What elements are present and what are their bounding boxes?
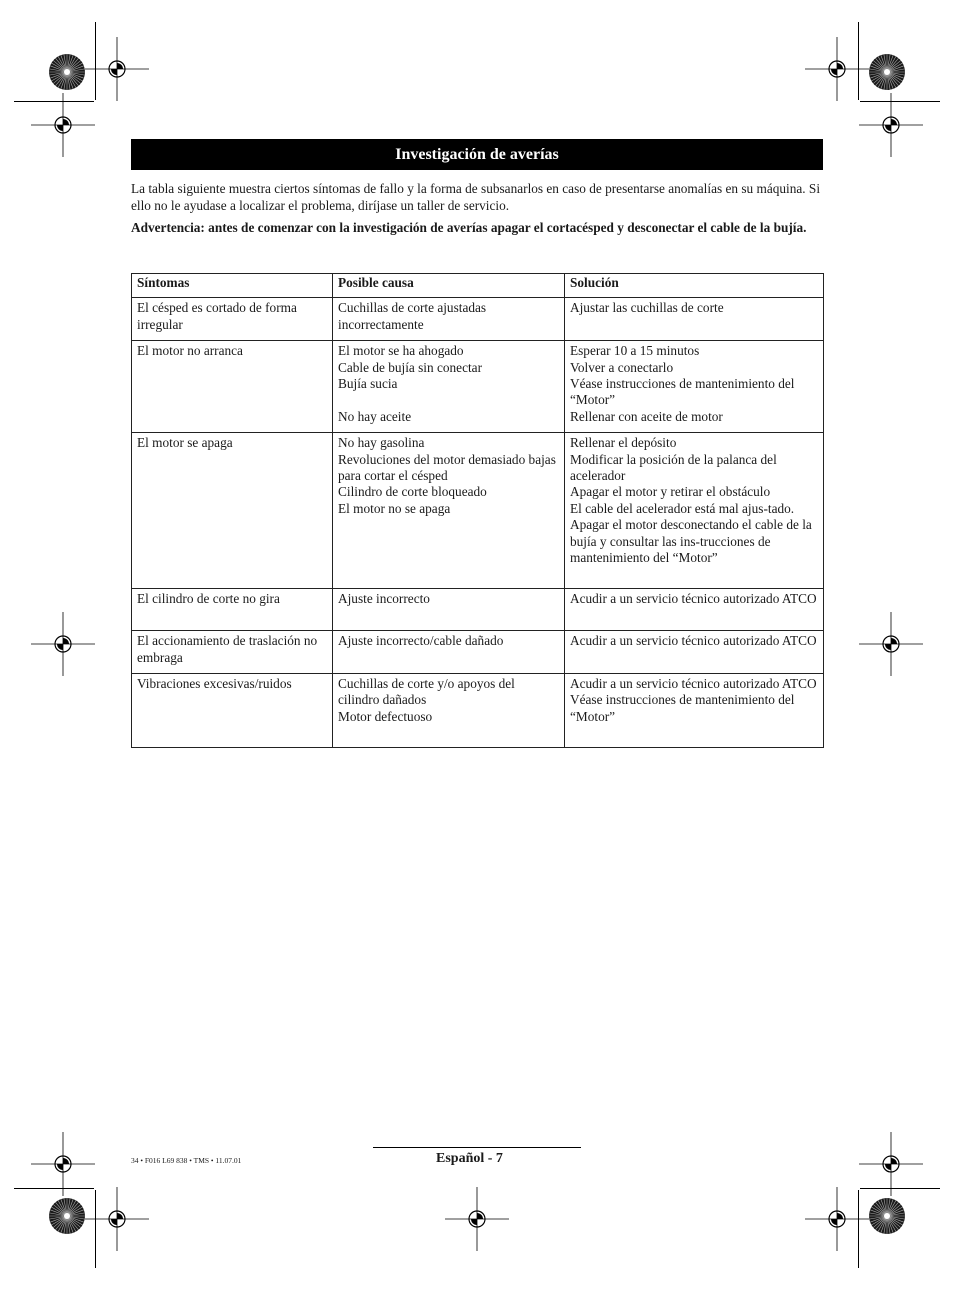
cell-text: El cilindro de corte no gira	[137, 591, 280, 607]
cell-text: El accionamiento de traslación no embraga	[137, 633, 318, 665]
troubleshooting-table	[131, 273, 824, 748]
cause-cell	[333, 433, 565, 589]
cause-cell	[333, 674, 565, 748]
solution-cell	[565, 433, 824, 589]
cell-text: Motor defectuoso	[338, 708, 433, 724]
table-row	[132, 341, 824, 433]
solution-cell	[565, 631, 824, 674]
crosshair-target-icon	[445, 1187, 509, 1251]
symptom-cell	[132, 298, 333, 341]
crosshair-target-icon	[859, 93, 923, 157]
cause-cell	[333, 298, 565, 341]
cause-cell	[333, 631, 565, 674]
cell-text: Rellenar con aceite de motor	[570, 408, 723, 424]
crosshair-target-icon	[805, 1187, 869, 1251]
solution-cell	[565, 589, 824, 631]
cell-text: Ajustar las cuchillas de corte	[570, 300, 724, 316]
intro-paragraph: La tabla siguiente muestra ciertos síntomas de fallo y la forma de subsanarlos en caso de presentarse anomalías en su máquina. Si ello no le ayudase a localizar el problema, diríjase un taller de servicio.	[131, 181, 821, 213]
cell-text: Cuchillas de corte y/o apoyos del cilindro dañados	[338, 676, 515, 708]
cell-text: No hay aceite	[338, 408, 412, 424]
solution-cell	[565, 298, 824, 341]
cell-text: Revoluciones del motor demasiado bajas para cortar el césped	[338, 451, 556, 484]
footer-page-label: Español - 7	[436, 1151, 503, 1166]
symptom-cell	[132, 341, 333, 433]
column-header-cause: Posible causa	[333, 274, 565, 298]
table-row	[132, 433, 824, 589]
crosshair-target-icon	[85, 1187, 149, 1251]
cell-text: Vibraciones excesivas/ruidos	[137, 676, 292, 692]
crosshair-target-icon	[859, 612, 923, 676]
cell-text: Ajuste incorrecto	[338, 591, 430, 607]
cell-text: Bujía sucia	[338, 376, 398, 392]
column-header-symptoms: Síntomas	[132, 274, 333, 298]
cause-cell	[333, 341, 565, 433]
cell-text: Acudir a un servicio técnico autorizado ATCO	[570, 591, 817, 607]
column-header-solution: Solución	[565, 274, 824, 298]
footer-rule	[373, 1147, 581, 1148]
cell-text: El cable del acelerador está mal ajus-tado. Apagar el motor desconectando el cable de la bujía y consultar las ins-trucciones de mantenimiento del “Motor”	[570, 500, 812, 566]
cell-text: Acudir a un servicio técnico autorizado ATCO	[570, 633, 817, 649]
cell-text: Esperar 10 a 15 minutos	[570, 343, 700, 359]
cause-cell	[333, 589, 565, 631]
section-title-text: Investigación de averías	[395, 145, 559, 163]
table-row	[132, 298, 824, 341]
table-header-row	[132, 274, 824, 298]
table-row	[132, 631, 824, 674]
table-row	[132, 589, 824, 631]
cell-text: El motor se ha ahogado	[338, 343, 464, 359]
cell-text: Volver a conectarlo	[570, 359, 674, 375]
starburst-target-icon	[47, 52, 87, 92]
cell-text: Véase instrucciones de mantenimiento del “Motor”	[570, 376, 795, 408]
table-body	[132, 298, 824, 748]
crosshair-target-icon	[31, 93, 95, 157]
cell-text: Cilindro de corte bloqueado	[338, 484, 487, 500]
cell-text: El césped es cortado de forma irregular	[137, 300, 297, 332]
solution-cell	[565, 341, 824, 433]
cell-text: No hay gasolina	[338, 435, 425, 451]
section-title	[131, 139, 823, 170]
solution-cell	[565, 674, 824, 748]
cell-text: El motor se apaga	[137, 435, 233, 451]
cell-text: Apagar el motor y retirar el obstáculo	[570, 484, 771, 500]
crosshair-target-icon	[805, 37, 869, 101]
symptom-cell	[132, 674, 333, 748]
starburst-target-icon	[867, 1196, 907, 1236]
cell-text: El motor no arranca	[137, 343, 243, 359]
footer-print-code: 34 • F016 L69 838 • TMS • 11.07.01	[131, 1156, 242, 1165]
cell-text: Modificar la posición de la palanca del acelerador	[570, 451, 777, 484]
cell-text: Cuchillas de corte ajustadas incorrectamente	[338, 300, 487, 332]
crosshair-target-icon	[31, 612, 95, 676]
starburst-target-icon	[47, 1196, 87, 1236]
cell-text: Rellenar el depósito	[570, 435, 677, 451]
crosshair-target-icon	[85, 37, 149, 101]
symptom-cell	[132, 433, 333, 589]
cell-text: Véase instrucciones de mantenimiento del “Motor”	[570, 692, 795, 724]
cell-text: Cable de bujía sin conectar	[338, 359, 482, 375]
cell-text	[338, 392, 559, 408]
symptom-cell	[132, 631, 333, 674]
symptom-cell	[132, 589, 333, 631]
warning-paragraph: Advertencia: antes de comenzar con la investigación de averías apagar el cortacésped y desconectar el cable de la bujía.	[131, 220, 807, 235]
cell-text: Acudir a un servicio técnico autorizado ATCO	[570, 676, 817, 692]
table-row	[132, 674, 824, 748]
cell-text: El motor no se apaga	[338, 500, 451, 516]
cell-text: Ajuste incorrecto/cable dañado	[338, 633, 504, 649]
starburst-target-icon	[867, 52, 907, 92]
